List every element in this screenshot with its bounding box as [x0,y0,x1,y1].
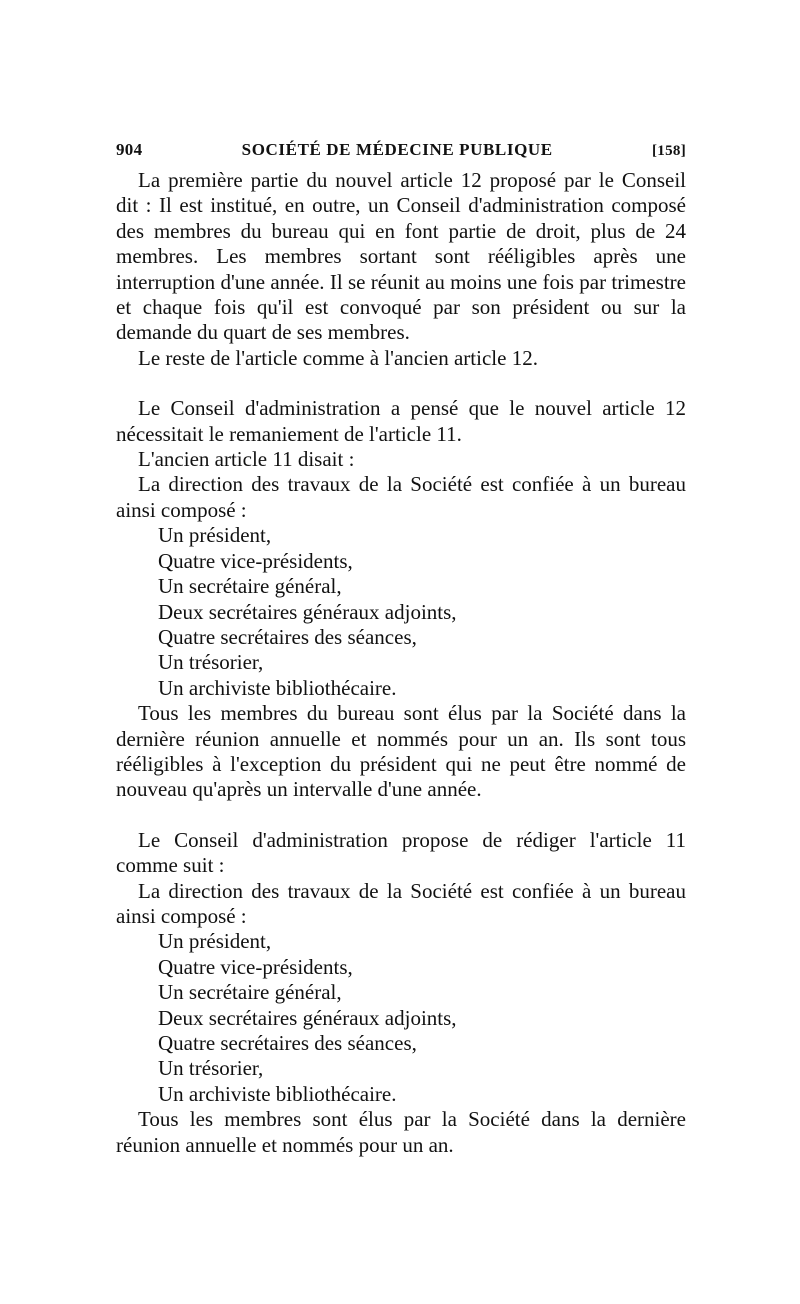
running-title: SOCIÉTÉ DE MÉDECINE PUBLIQUE [241,140,553,159]
list-item: Un trésorier, [158,650,264,675]
list-item: Un archiviste bibliothécaire. [158,1081,397,1106]
paragraph: Tous les membres sont élus par la Société dans la dernière réunion annuelle et nommés pour un an. [116,1107,686,1157]
list-item: Un archiviste bibliothécaire. [158,675,397,700]
paragraph: La direction des travaux de la Société est confiée à un bureau ainsi composé : [116,878,686,928]
paragraph: L'ancien article 11 disait : [138,447,355,472]
bureau-list-new [116,929,686,1107]
list-item: Un trésorier, [158,1056,264,1081]
section-gap [116,803,686,828]
paragraph: Tous les membres du bureau sont élus par la Société dans la dernière réunion annuelle et nommés pour un an. Ils sont tous rééligibles à l'exception du président qui ne peut être nommé de nouveau qu'après un intervalle d'une année. [116,701,686,802]
paragraph: La première partie du nouvel article 12 proposé par le Conseil dit : Il est institué, en outre, un Conseil d'administration composé des membres du bureau qui en font partie de droit, plus de 24 membres. Les membres sortant sont rééligibles après une interruption d'une année. Il se réunit au moins une fois par trimestre et chaque fois qu'il est convoqué par son président ou sur la demande du quart de ses membres. [116,168,686,345]
list-item: Un secrétaire général, [158,574,342,599]
paragraph: Le reste de l'article comme à l'ancien article 12. [138,345,538,370]
list-item: Un président, [158,523,272,548]
paragraph: Le Conseil d'administration propose de rédiger l'article 11 comme suit : [116,827,686,878]
list-item: Quatre vice-présidents, [158,548,353,573]
list-item: Un secrétaire général, [158,980,342,1005]
paragraph: La direction des travaux de la Société est confiée à un bureau ainsi composé : [116,472,686,522]
bureau-list-old [116,523,686,701]
list-item: Quatre secrétaires des séances, [158,1031,417,1055]
document-page [116,140,686,1158]
list-item: Deux secrétaires généraux adjoints, [158,599,457,624]
running-header [116,140,686,160]
list-item: Un président, [158,929,272,954]
bracketed-page-number: [158] [652,143,686,159]
list-item: Deux secrétaires généraux adjoints, [158,1005,457,1030]
paragraph: Le Conseil d'administration a pensé que le nouvel article 12 nécessitait le remaniement de l'article 11. [116,396,686,446]
section-gap [116,371,686,396]
list-item: Quatre secrétaires des séances, [158,624,417,649]
list-item: Quatre vice-présidents, [158,954,353,979]
page-number: 904 [116,140,143,159]
